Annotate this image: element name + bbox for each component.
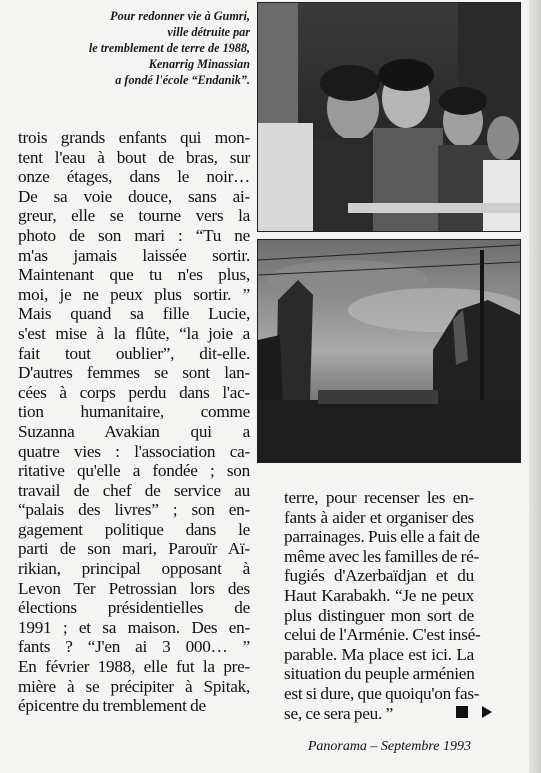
article-line: travail de chef de service au [18,480,250,500]
article-line: même avec les familles de ré- [284,546,479,566]
article-line: Haut Karabakh. “Je ne peux [284,585,474,605]
page-edge-shadow [529,0,541,773]
article-line: trois grands enfants qui mon- [18,128,250,147]
article-line: rikian, principal opposant à [18,559,250,579]
article-line: 1991 ; et sa maison. Des en- [18,617,250,637]
article-line: mière à se précipiter à Spitak, [18,676,250,696]
photo-women-group [257,2,521,232]
article-line: ritative qu'elle a fondée ; son [18,461,250,481]
article-line: fugiés d'Azerbaïdjan et du [284,566,474,586]
caption-line: a fondé l'école “Endanik”. [115,73,250,87]
article-line: greur, elle se tourne vers la [18,206,250,226]
article-line: parable. Ma place est ici. La [284,644,474,664]
article-line: onze étages, dans le noir… [18,167,250,187]
article-line: élections présidentielles de [18,598,250,618]
article-line: cées à corps perdu dans l'ac- [18,382,250,402]
article-line: photo de son mari : “Tu ne [18,225,250,245]
article-line: situation du peuple arménien [284,664,475,684]
article-line: épicentre du tremblement de [18,696,206,716]
photo-caption [40,8,250,88]
article-line: D'autres femmes se sont lan- [18,363,250,383]
article-line: s'est mise à la flûte, “la joie a [18,323,250,343]
article-line: Mais quand sa fille Lucie, [18,304,250,324]
article-line: celui de l'Arménie. C'est insé- [284,625,481,645]
caption-line: le tremblement de terre de 1988, [88,41,250,55]
article-line: “palais des livres” ; son en- [18,500,250,520]
article-line: De sa voie douce, sans ai- [18,186,250,206]
caption-line: ville détruite par [167,25,250,39]
article-line: En février 1988, elle fut la pre- [18,657,250,677]
footer-credit: Panorama – Septembre 1993 [307,739,471,754]
photo-women-group-image [258,3,520,231]
caption-line: Kenarrig Minassian [148,57,250,71]
article-line: tent l'eau à bout de bras, sur [18,147,250,167]
article-line: est si dure, que quoiqu'on fas- [284,683,480,703]
article-line: quatre vies : l'association ca- [18,441,250,461]
article-line: m'as jamais laissée sortir. [18,245,250,265]
article-line: Levon Ter Petrossian lors des [18,578,250,598]
photo-ruined-city [257,239,521,463]
article-line: parrainages. Puis elle a fait de [284,527,480,547]
end-square-icon [456,706,468,718]
article-line: gagement politique dans le [18,519,250,539]
photo-ruined-city-image [258,240,520,462]
article-column-left [18,128,250,716]
article-line: parti de son mari, Parouïr Aï- [18,539,250,559]
article-line: fants ? “J'en ai 3 000… ” [18,637,250,657]
article-line: fait tout oublier”, dit-elle. [18,343,250,363]
article-line: moi, je ne peux plus sortir. ” [18,284,250,304]
article-column-right [284,488,481,723]
article-line: Maintenant que tu n'es plus, [18,265,250,285]
article-line: fants à aider et organiser des [284,507,474,527]
end-of-article-marks [456,706,492,718]
article-line: terre, pour recenser les en- [284,488,474,507]
article-line: tion humanitaire, comme [18,402,250,422]
continue-arrow-icon [482,706,492,718]
caption-line: Pour redonner vie à Gumri, [110,9,250,23]
article-line: plus distinguer mon sort de [284,605,474,625]
article-line: Suzanna Avakian qui a [18,421,250,441]
article-line: se, ce sera peu. ” [284,703,393,723]
